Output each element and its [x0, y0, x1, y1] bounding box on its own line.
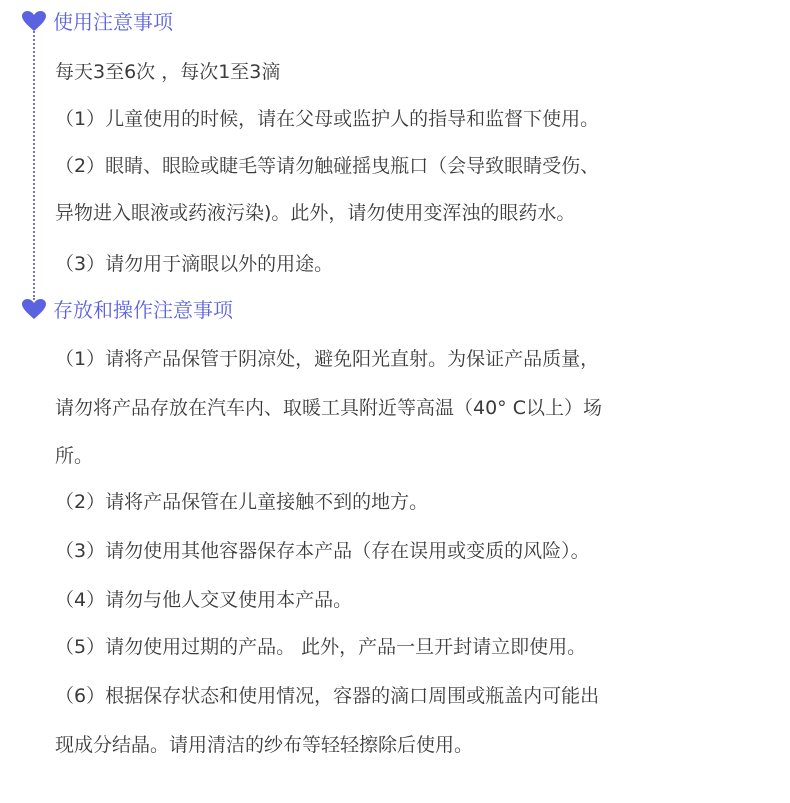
storage-line: （3）请勿使用其他容器保存本产品（存在误用或变质的风险）。: [55, 540, 590, 562]
usage-line: （2）眼睛、眼睑或睫毛等请勿触碰摇曳瓶口（会导致眼睛受伤、: [55, 155, 600, 177]
heart-icon: [21, 10, 47, 32]
section-title-usage: 使用注意事项: [53, 10, 173, 34]
usage-line: （3）请勿用于滴眼以外的用途。: [55, 253, 334, 275]
storage-line: （2）请将产品保管在儿童接触不到的地方。: [55, 491, 429, 513]
storage-line: 所。: [55, 445, 94, 467]
storage-line: 现成分结晶。请用清洁的纱布等轻轻擦除后使用。: [55, 734, 474, 756]
usage-line: 异物进入眼液或药液污染)。此外，请勿使用变浑浊的眼药水。: [55, 202, 576, 224]
storage-line: 请勿将产品存放在汽车内、取暖工具附近等高温（40° C以上）场: [55, 397, 602, 419]
storage-line: （5）请勿使用过期的产品。 此外，产品一旦开封请立即使用。: [55, 636, 587, 658]
storage-line: （6）根据保存状态和使用情况，容器的滴口周围或瓶盖内可能出: [55, 685, 600, 707]
usage-line: （1）儿童使用的时候，请在父母或监护人的指导和监督下使用。: [55, 108, 600, 130]
storage-line: （4）请勿与他人交叉使用本产品。: [55, 589, 353, 611]
dotted-guide-line: [33, 28, 35, 300]
section-title-storage: 存放和操作注意事项: [53, 298, 233, 322]
storage-line: （1）请将产品保管于阴凉处，避免阳光直射。为保证产品质量，: [55, 348, 600, 370]
heart-icon: [21, 298, 47, 320]
usage-line: 每天3至6次 ，每次1至3滴: [55, 61, 281, 83]
